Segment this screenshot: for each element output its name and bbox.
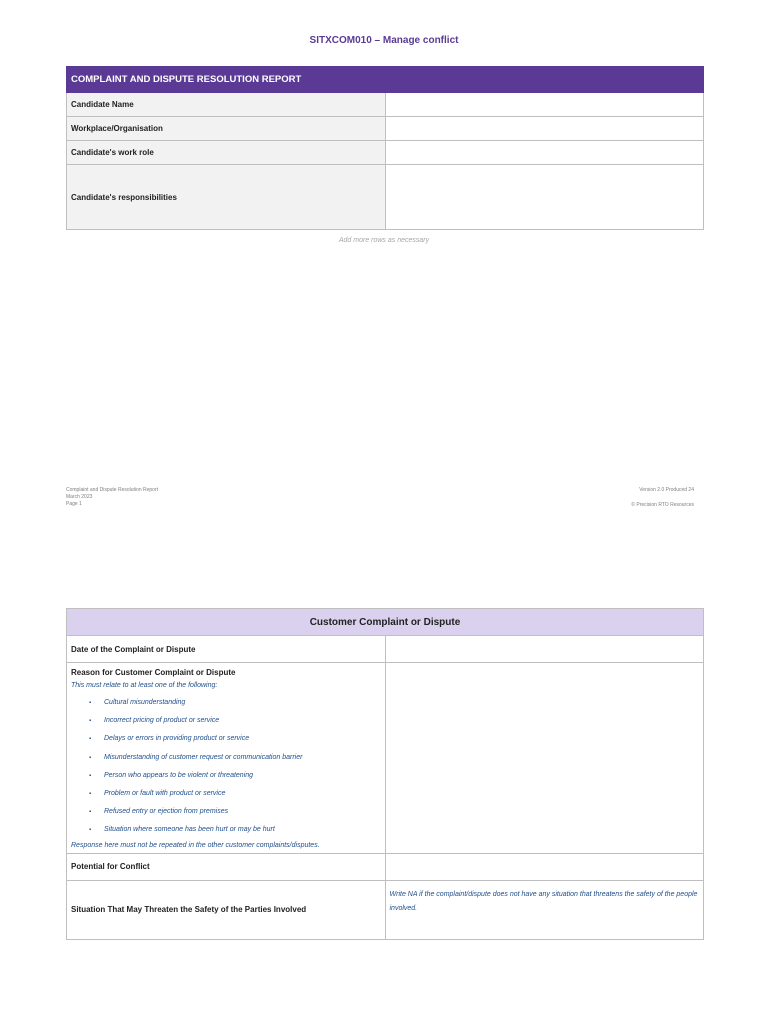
report-table <box>66 66 704 230</box>
add-rows-note: Add more rows as necessary <box>338 237 430 244</box>
list-item: ▪ Delays or errors in providing product or service <box>71 730 381 748</box>
footer-left <box>66 487 158 508</box>
bullet-icon: ▪ <box>89 827 92 834</box>
footer-copyright: © Precision RTO Resources <box>631 502 694 508</box>
complaint-date-field[interactable] <box>385 636 704 663</box>
potential-conflict-field[interactable] <box>385 853 704 880</box>
reason-intro: This must relate to at least one of the following: <box>71 682 218 689</box>
bullet-icon: ▪ <box>89 754 92 761</box>
reason-cell <box>67 663 386 854</box>
workplace-label: Workplace/Organisation <box>67 117 386 141</box>
candidate-name-field[interactable] <box>385 93 704 117</box>
complaint-table <box>66 608 704 940</box>
reason-label: Reason for Customer Complaint or Dispute <box>71 668 236 677</box>
safety-label: Situation That May Threaten the Safety of the Parties Involved <box>67 880 386 939</box>
list-item: ▪ Misunderstanding of customer request or communication barrier <box>71 749 381 767</box>
bullet-icon: ▪ <box>89 736 92 743</box>
candidate-name-label: Candidate Name <box>67 93 386 117</box>
reason-outro: Response here must not be repeated in the other customer complaints/disputes. <box>71 841 320 849</box>
report-table-title: COMPLAINT AND DISPUTE RESOLUTION REPORT <box>67 67 704 93</box>
bullet-icon: ▪ <box>89 700 92 706</box>
list-item: ▪ Situation where someone has been hurt or may be hurt <box>71 821 381 839</box>
page-header-title: SITXCOM010 – Manage conflict <box>309 35 459 46</box>
bullet-icon: ▪ <box>89 809 92 816</box>
workplace-field[interactable] <box>385 117 704 141</box>
footer-doc-name: Complaint and Dispute Resolution Report <box>66 487 158 493</box>
list-item: ▪ Cultural misunderstanding <box>71 694 381 712</box>
footer-page: Page 1 <box>66 501 82 507</box>
list-item: ▪ Problem or fault with product or service <box>71 785 381 803</box>
list-item: ▪ Refused entry or ejection from premises <box>71 803 381 821</box>
complaint-date-label: Date of the Complaint or Dispute <box>67 636 386 663</box>
reason-list <box>71 694 381 840</box>
reason-field[interactable] <box>385 663 704 854</box>
work-role-label: Candidate's work role <box>67 141 386 165</box>
safety-field[interactable] <box>385 880 704 939</box>
potential-conflict-label: Potential for Conflict <box>67 853 386 880</box>
footer-date: March 2023 <box>66 494 93 500</box>
bullet-icon: ▪ <box>89 718 92 725</box>
list-item: ▪ Person who appears to be violent or threatening <box>71 767 381 785</box>
list-item: ▪ Incorrect pricing of product or service <box>71 712 381 730</box>
safety-note: Write NA if the complaint/dispute does not have any situation that threatens the safety of the people involved. <box>389 890 698 912</box>
footer-version: Version 2.0 Produced 24 <box>639 487 694 493</box>
bullet-icon: ▪ <box>89 790 92 797</box>
bullet-icon: ▪ <box>89 772 92 779</box>
work-role-field[interactable] <box>385 141 704 165</box>
footer-right <box>600 487 694 509</box>
responsibilities-field[interactable] <box>385 165 704 230</box>
responsibilities-label: Candidate's responsibilities <box>67 165 386 230</box>
complaint-table-title: Customer Complaint or Dispute <box>67 609 704 636</box>
